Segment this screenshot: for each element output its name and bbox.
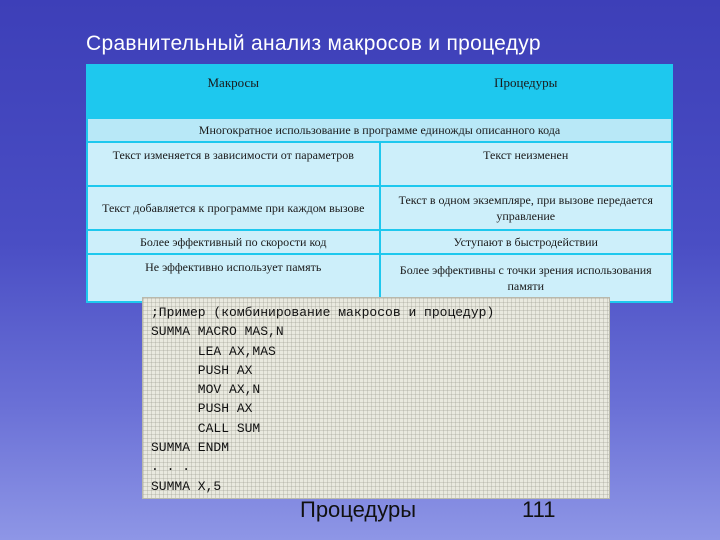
code-line: PUSH AX: [151, 362, 253, 378]
footer-section-label: Процедуры: [300, 497, 417, 522]
code-line: CALL SUM: [151, 420, 261, 436]
comparison-table: [86, 64, 673, 303]
header-procedures: Процедуры: [380, 65, 673, 118]
table-row: [87, 186, 672, 230]
code-line: LEA AX,MAS: [151, 343, 276, 359]
code-line: PUSH AX: [151, 401, 253, 417]
macro-cell: Не эффективно использует память: [87, 254, 380, 302]
procedure-cell: Более эффективны с точки зрения использования памяти: [380, 254, 673, 302]
code-example-box: [142, 297, 610, 499]
code-line: SUMMA X,5: [151, 478, 222, 494]
code-line: ;Пример (комбинирование макросов и процедур): [151, 305, 495, 320]
macro-cell: Текст изменяется в зависимости от параметров: [87, 142, 380, 186]
slide-title: Сравнительный анализ макросов и процедур: [86, 32, 541, 55]
code-line: SUMMA ENDM: [151, 440, 230, 456]
table-row: [87, 230, 672, 254]
code-line: SUMMA MACRO MAS,N: [151, 324, 284, 340]
macro-cell: Более эффективный по скорости код: [87, 230, 380, 254]
shared-feature-cell: Многократное использование в программе единожды описанного кода: [87, 118, 672, 142]
header-macros: Макросы: [87, 65, 380, 118]
table-row: [87, 142, 672, 186]
code-line: . . .: [151, 459, 191, 475]
procedure-cell: Текст в одном экземпляре, при вызове передается управление: [380, 186, 673, 230]
table-header-row: [87, 65, 672, 118]
procedure-cell: Уступают в быстродействии: [380, 230, 673, 254]
page-number: 111: [522, 497, 556, 522]
table-row: [87, 118, 672, 142]
table-row: [87, 254, 672, 302]
macro-cell: Текст добавляется к программе при каждом вызове: [87, 186, 380, 230]
code-line: MOV AX,N: [151, 382, 261, 398]
procedure-cell: Текст неизменен: [380, 142, 673, 186]
